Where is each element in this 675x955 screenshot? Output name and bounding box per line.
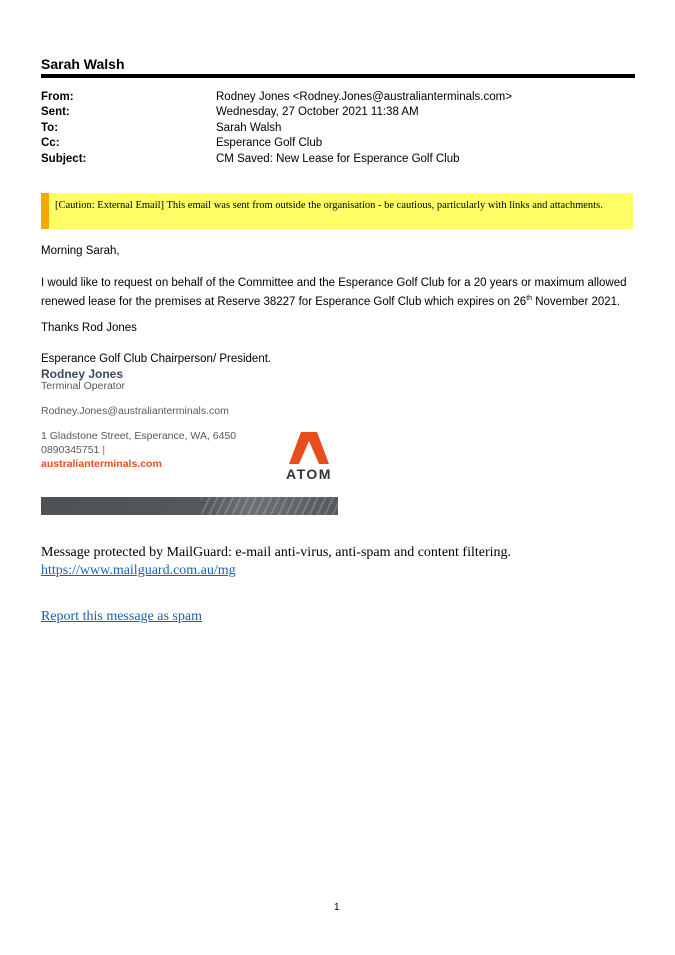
external-caution-banner — [41, 193, 633, 229]
caution-text: [Caution: External Email] This email was sent from outside the organisation - be cautious, particularly with links and attachments. — [55, 200, 603, 211]
body-superscript: th — [526, 295, 533, 302]
atom-logo-icon — [279, 430, 339, 466]
signature-separator: | — [102, 444, 106, 456]
greeting: Morning Sarah, — [41, 245, 120, 257]
role-line: Esperance Golf Club Chairperson/ President. — [41, 353, 272, 365]
signature-phone: 0890345751 — [41, 444, 100, 456]
signature-banner — [41, 497, 338, 515]
header-label: From: — [41, 91, 74, 103]
header-value: Sarah Walsh — [216, 121, 282, 134]
header-value: Rodney Jones <Rodney.Jones@australianterminals.com> — [216, 91, 512, 103]
report-spam-link[interactable]: Report this message as spam — [41, 609, 202, 624]
header-label: Cc: — [41, 137, 60, 150]
body-paragraph — [41, 276, 635, 310]
header-subject — [41, 152, 635, 167]
thanks-line: Thanks Rod Jones — [41, 322, 137, 334]
email-headers — [41, 90, 635, 167]
atom-logo — [279, 430, 339, 484]
header-from — [41, 90, 635, 105]
mailguard-link[interactable]: https://www.mailguard.com.au/mg — [41, 563, 236, 578]
signature-title: Terminal Operator — [41, 380, 126, 392]
banner-stripes — [201, 497, 338, 515]
page-number: 1 — [334, 902, 340, 913]
header-value: CM Saved: New Lease for Esperance Golf Club — [216, 152, 460, 165]
header-label: To: — [41, 121, 59, 134]
signature-website[interactable]: australianterminals.com — [41, 458, 162, 470]
owner-divider — [41, 74, 635, 78]
signature-phone-row — [41, 444, 105, 456]
page-owner-name: Sarah Walsh — [41, 56, 125, 72]
signature-email[interactable]: Rodney.Jones@australianterminals.com — [41, 405, 229, 417]
signature-name: Rodney Jones — [41, 367, 124, 381]
header-label: Sent: — [41, 106, 70, 119]
body-text-end: November 2021. — [532, 295, 621, 308]
body-text-main: I would like to request on behalf of the Committee and the Esperance Golf Club for a 20 years or maximum allowed renewed lease for the premises at Reserve 38227 for Esperance Golf Club which expires on 26 — [41, 277, 627, 308]
header-label: Subject: — [41, 152, 87, 165]
atom-logo-text: ATOM — [286, 466, 332, 482]
header-to — [41, 121, 635, 136]
header-value: Wednesday, 27 October 2021 11:38 AM — [216, 106, 419, 119]
header-sent — [41, 105, 635, 120]
header-value: Esperance Golf Club — [216, 137, 323, 150]
mailguard-message: Message protected by MailGuard: e-mail anti-virus, anti-spam and content filtering. — [41, 545, 512, 560]
header-cc — [41, 136, 635, 151]
signature-address: 1 Gladstone Street, Esperance, WA, 6450 — [41, 430, 237, 442]
